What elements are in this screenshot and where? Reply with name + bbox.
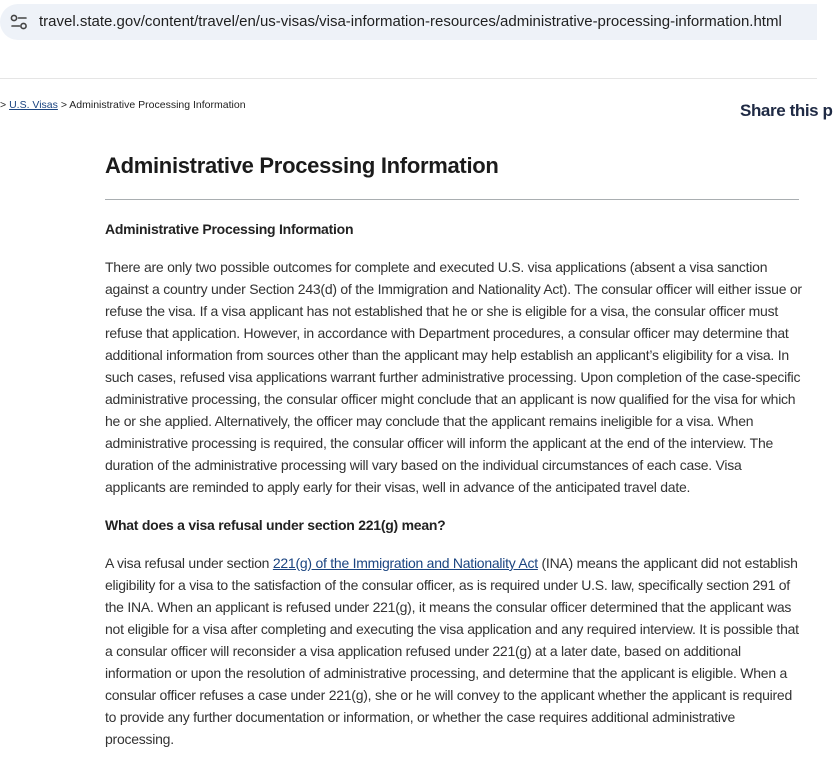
section-paragraph-admin-processing: There are only two possible outcomes for complete and executed U.S. visa applications (absent a visa sanction against a country under Section 243(d) of the Immigration and Nationality Act). The consular officer will either issue or refuse the visa. If a visa applicant has not established that he or she is eligible for a visa, the consular officer must refuse that application. However, in accordance with Department procedures, a consular officer may determine that additional information from sources other than the applicant may help establish an applicant’s eligibility for a visa. In such cases, refused visa applications warrant further administrative processing. Upon completion of the case-specific administrative processing, the consular officer might conclude that an applicant is now qualified for the visa for which he or she applied. Alternatively, the officer may conclude that the applicant remains ineligible for a visa. When administrative processing is required, the consular officer will inform the applicant at the end of the interview. The duration of the administrative processing will vary based on the individual circumstances of each case. Visa applicants are reminded to apply early for their visas, well in advance of the anticipated travel date. [105,259,802,495]
breadcrumb-separator: > [60,99,67,111]
address-bar[interactable] [0,4,817,40]
tune-icon[interactable] [10,14,28,30]
header-divider [0,78,817,79]
url-text[interactable]: travel.state.gov/content/travel/en/us-visas/visa-information-resources/administrative-processing-information.html [39,13,782,30]
breadcrumb-current: Administrative Processing Information [69,99,246,111]
page-title: Administrative Processing Information [105,153,499,178]
main-content [105,218,805,766]
share-button[interactable]: Share this p [740,101,833,120]
breadcrumb [0,99,246,111]
section-heading-admin-processing: Administrative Processing Information [105,221,354,237]
section-paragraph-221g [105,552,805,750]
breadcrumb-link-us-visas[interactable]: U.S. Visas [9,99,58,111]
title-divider [105,199,799,200]
paragraph-text-after-link: (INA) means the applicant did not establish eligibility for a visa to the satisfaction of the consular officer, as is required under U.S. law, specifically section 291 of the INA. When an applicant is refused under 221(g), it means the consular officer determined that the applicant was not eligible for a visa after completing and executing the visa application and any required interview. It is possible that a consular officer will reconsider a visa application refused under 221(g) at a later date, based on additional information or upon the resolution of administrative processing, and determine that the applicant is eligible. When a consular officer refuses a case under 221(g), she or he will convey to the applicant whether the applicant is required to provide any further documentation or information, or whether the case requires additional administrative processing. [105,555,799,747]
section-heading-221g: What does a visa refusal under section 221(g) mean? [105,517,446,533]
ina-221g-link[interactable]: 221(g) of the Immigration and Nationality Act [272,555,538,571]
breadcrumb-prefix: > [0,99,7,111]
paragraph-text-before-link: A visa refusal under section [105,555,273,571]
